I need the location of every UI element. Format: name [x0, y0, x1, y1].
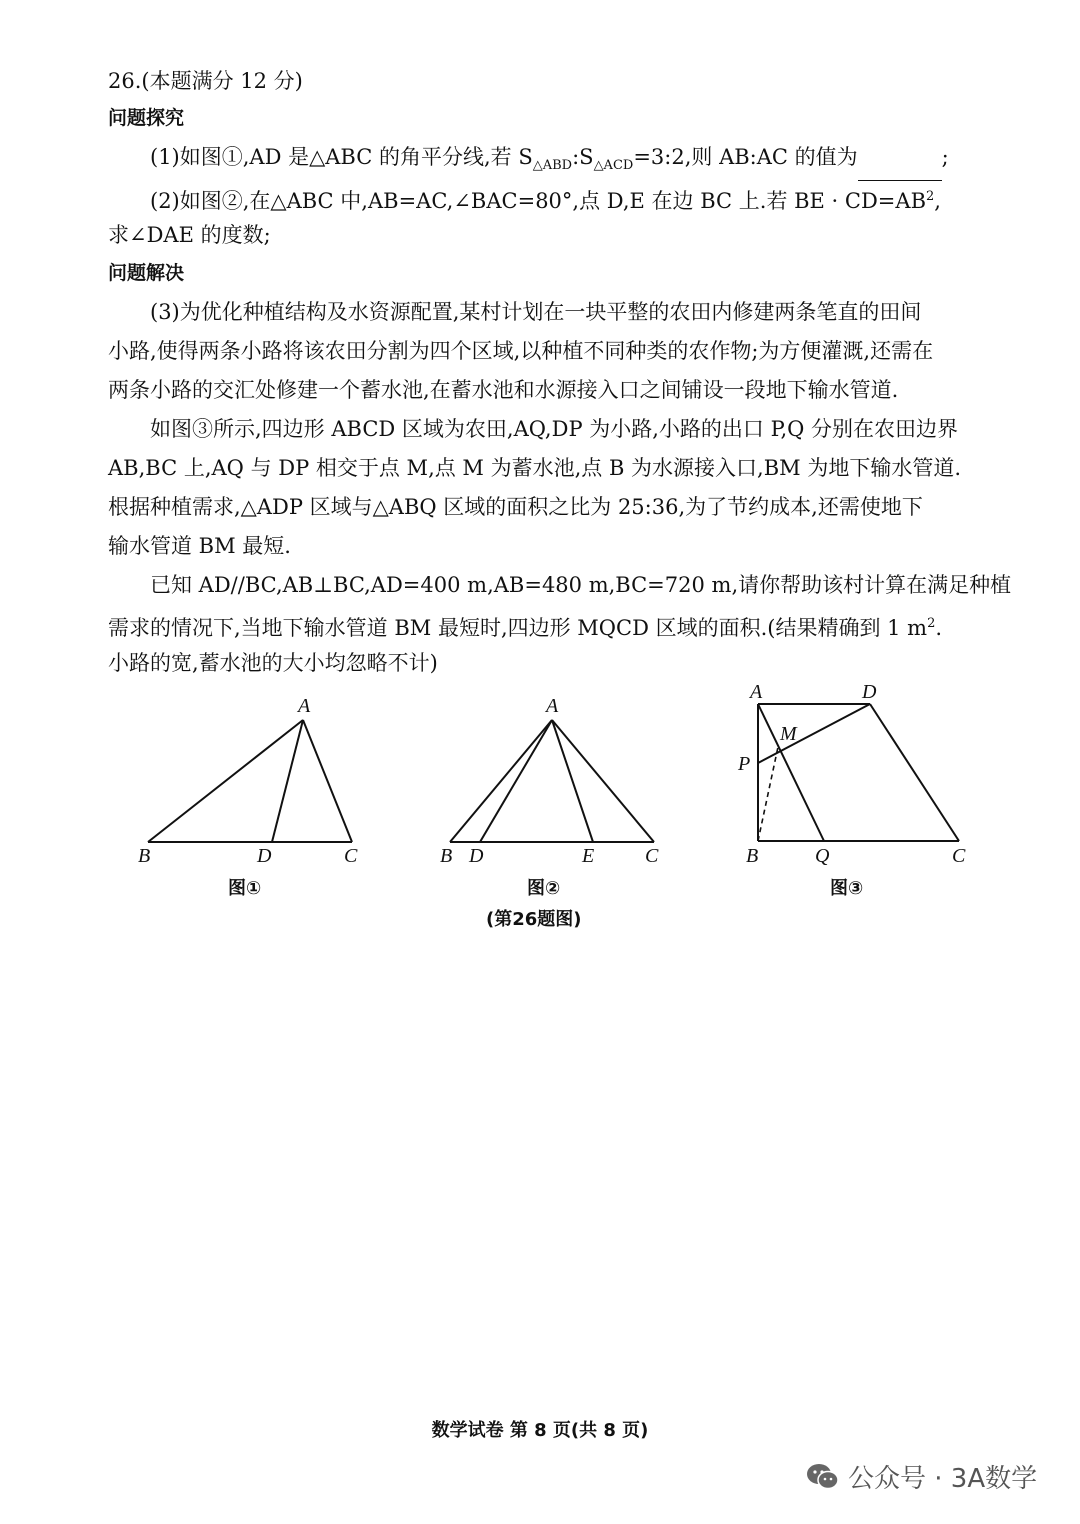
part1-sub1: △ABD: [532, 158, 573, 174]
part2-line2: 求∠DAE 的度数;: [108, 223, 271, 247]
fig3-label-d: D: [862, 681, 877, 703]
fig1-segment-ab: [148, 720, 303, 842]
figure-1: [130, 690, 380, 870]
fig2-label-d: D: [469, 845, 484, 867]
figure-3: [730, 676, 1000, 876]
fig1-label-c: C: [344, 845, 358, 867]
fig2-segment-ad: [480, 720, 552, 842]
fig3-label-a: A: [750, 681, 763, 703]
part2-end: ,: [934, 189, 941, 213]
fig1-segment-ac: [303, 720, 352, 842]
part2-text: (2)如图②,在△ABC 中,AB=AC,∠BAC=80°,点 D,E 在边 BC 上.若 BE · CD=AB: [150, 189, 927, 213]
figure-group-caption: (第26题图): [486, 909, 582, 930]
part1-end: ;: [941, 145, 949, 169]
p3-line1: (3)为优化种植结构及水资源配置,某村计划在一块平整的农田内修建两条笔直的田间: [150, 300, 922, 324]
part1-text-mid: :S: [572, 145, 594, 169]
p5-line2: [108, 609, 942, 643]
p5-line1: 已知 AD//BC,AB⊥BC,AD=400 m,AB=480 m,BC=720 m,请你帮助该村计算在满足种植: [150, 573, 1012, 597]
fig2-segment-ae: [552, 720, 593, 842]
p5-text-a: 需求的情况下,当地下输水管道 BM 最短时,四边形 MQCD 区域的面积.(结果精确到 1 m: [108, 616, 928, 640]
fig1-caption: 图①: [228, 878, 262, 899]
p5-line3: 小路的宽,蓄水池的大小均忽略不计): [108, 651, 438, 675]
fig2-segment-ac: [552, 720, 654, 842]
fig3-label-c: C: [952, 845, 966, 867]
fig2-caption: 图②: [527, 878, 561, 899]
part1-text-b: =3:2,则 AB:AC 的值为: [633, 145, 858, 169]
p4-line2: AB,BC 上,AQ 与 DP 相交于点 M,点 M 为蓄水池,点 B 为水源接入口,BM 为地下输水管道.: [108, 456, 962, 480]
figure-2: [430, 690, 680, 870]
fig1-label-d: D: [257, 845, 272, 867]
section-title-solve: 问题解决: [108, 262, 185, 284]
p4-line4: 输水管道 BM 最短.: [108, 534, 291, 558]
part1-sub2: △ACD: [593, 158, 634, 174]
fig2-label-c: C: [645, 845, 659, 867]
fig3-label-q: Q: [815, 845, 830, 867]
p5-text-b: .: [935, 616, 943, 640]
question-header: 26.(本题满分 12 分): [108, 69, 303, 93]
part1: [150, 142, 949, 181]
part2-sup: 2: [926, 189, 935, 204]
part1-text-a: (1)如图①,AD 是△ABC 的角平分线,若 S: [150, 145, 533, 169]
fig2-label-b: B: [440, 845, 453, 867]
p4-line1: 如图③所示,四边形 ABCD 区域为农田,AQ,DP 为小路,小路的出口 P,Q 分别在农田边界: [150, 417, 959, 441]
section-title-explore: 问题探究: [108, 107, 185, 129]
p3-line3: 两条小路的交汇处修建一个蓄水池,在蓄水池和水源接入口之间铺设一段地下输水管道.: [108, 378, 899, 402]
fig1-label-b: B: [138, 845, 151, 867]
page-footer: 数学试卷 第 8 页(共 8 页): [431, 1420, 649, 1441]
fig3-label-b: B: [746, 845, 759, 867]
p4-line3: 根据种植需求,△ADP 区域与△ABQ 区域的面积之比为 25:36,为了节约成本,还需使地下: [108, 495, 923, 519]
part2-line1: [150, 182, 941, 216]
fig2-segment-ab: [450, 720, 552, 842]
fig3-segment-dc: [870, 704, 959, 841]
watermark: [806, 1458, 1037, 1495]
p3-line2: 小路,使得两条小路将该农田分割为四个区域,以种植不同种类的农作物;为方便灌溉,还需在: [108, 339, 934, 363]
fig3-segment-dp: [758, 704, 870, 763]
p5-sup: 2: [927, 616, 936, 631]
fig1-label-a: A: [298, 695, 311, 717]
fig3-caption: 图③: [830, 878, 864, 899]
wechat-icon: [806, 1462, 840, 1492]
fig2-label-a: A: [546, 695, 559, 717]
watermark-text: 公众号 · 3A数学: [848, 1464, 1038, 1494]
answer-blank[interactable]: [858, 158, 942, 181]
fig3-label-m: M: [780, 723, 797, 745]
fig1-segment-ad: [272, 720, 303, 842]
fig3-label-p: P: [738, 753, 751, 775]
fig2-label-e: E: [582, 845, 595, 867]
